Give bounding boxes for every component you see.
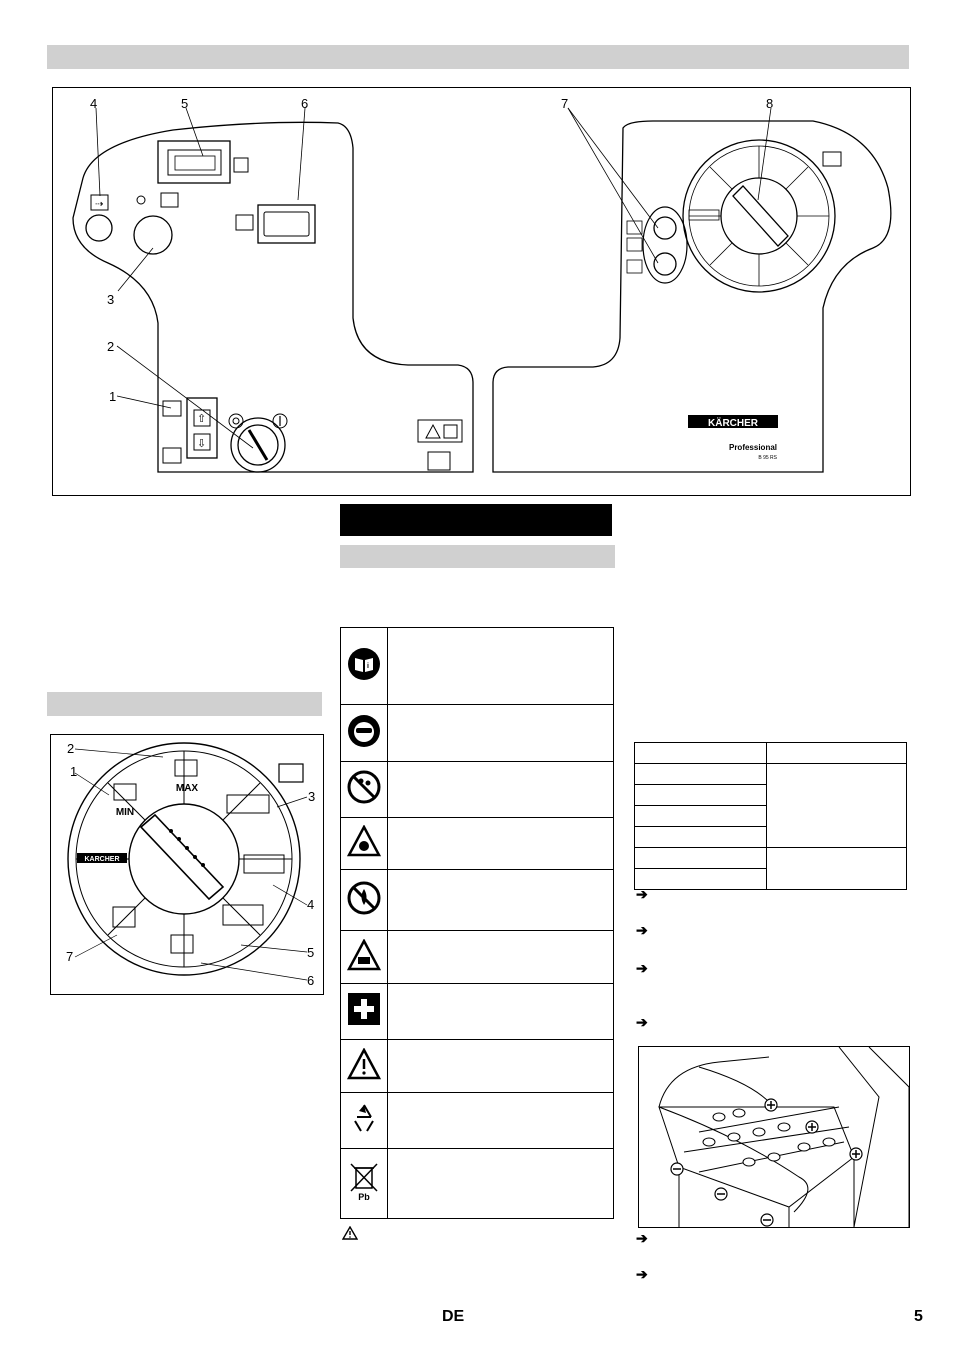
control-panel-drawing xyxy=(53,88,910,495)
section-header-bar xyxy=(47,45,909,69)
battery-illustration xyxy=(638,1046,910,1228)
recycling-icon xyxy=(347,1101,381,1135)
panel-callout-5: 5 xyxy=(181,96,189,111)
first-aid-icon xyxy=(347,992,381,1026)
svg-text:i: i xyxy=(367,662,369,670)
symbol-row xyxy=(341,870,614,931)
no-open-fire-icon xyxy=(347,881,381,915)
arrow-bullet-icon: ➔ xyxy=(636,960,648,976)
dial-callout-2: 2 xyxy=(67,741,75,756)
dial-brand-label: KARCHER xyxy=(84,856,120,863)
dial-callout-4: 4 xyxy=(307,897,315,912)
symbol-row xyxy=(341,931,614,984)
panel-callout-3: 3 xyxy=(107,292,115,307)
arrow-bullet-icon: ➔ xyxy=(636,886,648,902)
table-row xyxy=(635,764,907,785)
control-panel-figure xyxy=(52,87,911,496)
arrow-bullet-icon: ➔ xyxy=(636,1230,648,1246)
svg-text:⇩: ⇩ xyxy=(197,438,207,450)
table-row xyxy=(635,743,907,764)
dial-max-label: MAX xyxy=(175,783,199,794)
corrosive-acid-icon xyxy=(347,939,381,971)
symbol-row xyxy=(341,818,614,870)
panel-model-label: B 95 RS xyxy=(758,455,777,461)
warning-note-icon xyxy=(342,1226,358,1240)
arrow-bullet-icon: ➔ xyxy=(636,1014,648,1030)
symbol-row xyxy=(341,984,614,1040)
crossed-bin-icon xyxy=(347,1161,381,1201)
symbol-row xyxy=(341,1040,614,1093)
panel-callout-8: 8 xyxy=(766,96,774,111)
dial-callout-1: 1 xyxy=(70,764,78,779)
arrow-bullet-icon: ➔ xyxy=(636,922,648,938)
symbol-row xyxy=(341,762,614,818)
panel-callout-2: 2 xyxy=(107,339,115,354)
pb-label: Pb xyxy=(358,1192,370,1201)
dial-callout-5: 5 xyxy=(307,945,315,960)
footer-page-number: 5 xyxy=(914,1308,923,1325)
dial-callout-7: 7 xyxy=(66,949,74,964)
panel-callout-7: 7 xyxy=(561,96,569,111)
subsection-bar xyxy=(340,545,615,568)
footer-language: DE xyxy=(442,1308,465,1325)
panel-callout-1: 1 xyxy=(109,389,117,404)
explosive-warning-icon xyxy=(347,825,381,857)
panel-callout-6: 6 xyxy=(301,96,309,111)
safety-symbols-table xyxy=(340,627,614,1219)
dial-min-label: MIN xyxy=(115,807,135,818)
dial-callout-6: 6 xyxy=(307,973,315,988)
table-row xyxy=(635,848,907,869)
dial-callout-3: 3 xyxy=(308,789,316,804)
chapter-title-bar xyxy=(340,504,612,536)
svg-text:⇧: ⇧ xyxy=(197,413,207,425)
keep-children-away-icon xyxy=(347,770,381,804)
svg-text:⇢: ⇢ xyxy=(95,199,104,210)
selector-dial-figure xyxy=(50,734,324,995)
read-manual-icon xyxy=(347,647,381,681)
panel-professional-label: Professional xyxy=(728,443,777,452)
arrow-bullet-icon: ➔ xyxy=(636,1266,648,1282)
wear-goggles-icon xyxy=(347,714,381,748)
symbol-row xyxy=(341,1093,614,1149)
panel-callout-4: 4 xyxy=(90,96,98,111)
symbol-row xyxy=(341,628,614,705)
battery-table xyxy=(634,742,907,890)
battery-drawing xyxy=(639,1047,909,1227)
symbol-row xyxy=(341,705,614,762)
symbol-row xyxy=(341,1149,614,1219)
left-section-bar xyxy=(47,692,322,716)
general-warning-icon xyxy=(347,1048,381,1080)
panel-brand-label: KÄRCHER xyxy=(708,418,758,429)
selector-dial-drawing xyxy=(51,735,323,994)
